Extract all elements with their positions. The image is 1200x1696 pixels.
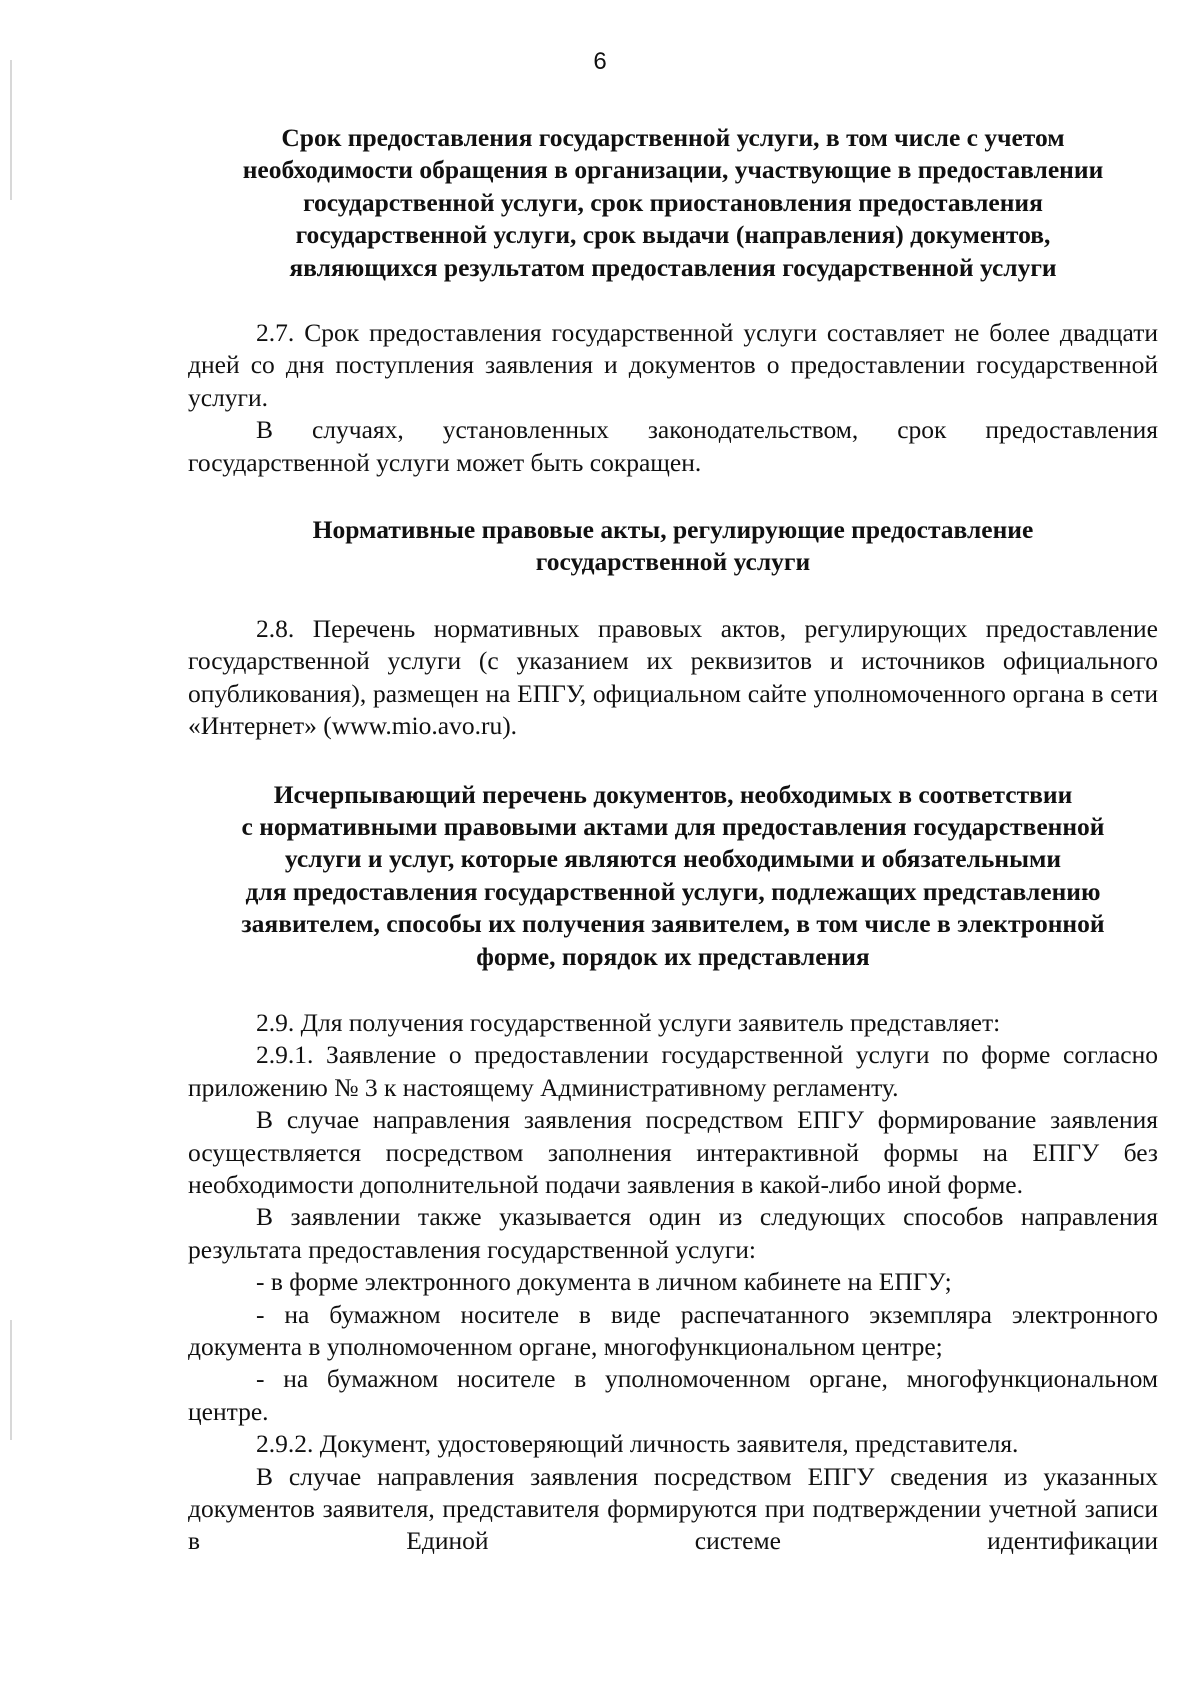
heading-line: являющихся результатом предоставления государственной услуги xyxy=(289,252,1057,282)
heading-line: Нормативные правовые акты, регулирующие предоставление xyxy=(312,515,1034,545)
heading-line: государственной услуги, срок приостановления предоставления xyxy=(303,187,1043,217)
paragraph: 2.7. Срок предоставления государственной услуги составляет не более двадцати дней со дня поступления заявления и документов о предоставлении государственной услуги. xyxy=(188,318,1158,412)
scan-edge-mark xyxy=(10,1320,12,1440)
heading-line: для предоставления государственной услуги, подлежащих представлению xyxy=(245,876,1101,906)
heading-line: услуги и услуг, которые являются необходимыми и обязательными xyxy=(284,844,1062,874)
heading-line: форме, порядок их представления xyxy=(476,941,870,971)
scan-edge-mark xyxy=(10,60,12,200)
heading-line: государственной услуги xyxy=(535,547,811,577)
heading-line: Срок предоставления государственной услуги, в том числе с учетом xyxy=(281,123,1065,152)
section-heading xyxy=(188,122,1158,284)
list-item: - на бумажном носителе в уполномоченном органе, многофункциональном центре. xyxy=(188,1364,1158,1426)
list-item: - в форме электронного документа в личном кабинете на ЕПГУ; xyxy=(256,1267,952,1297)
paragraph: 2.9.1. Заявление о предоставлении государственной услуги по форме согласно приложению № 3 к настоящему Административному регламенту. xyxy=(188,1040,1158,1102)
paragraph: В случае направления заявления посредством ЕПГУ сведения из указанных документов заявителя, представителя формируются при подтверждении учетной записи в Единой системе идентификации xyxy=(188,1461,1158,1556)
heading-line: заявителем, способы их получения заявителем, в том числе в электронной xyxy=(241,909,1105,939)
heading-line: с нормативными правовыми актами для предоставления государственной xyxy=(241,811,1105,841)
paragraph: В случае направления заявления посредством ЕПГУ формирование заявления осуществляется посредством заполнения интерактивной формы на ЕПГУ без необходимости дополнительной подачи заявления в какой-либо иной форме. xyxy=(188,1105,1158,1199)
paragraph: 2.8. Перечень нормативных правовых актов, регулирующих предоставление государственной услуги (с указанием их реквизитов и источников официального опубликования), размещен на ЕПГУ, официальном сайте уполномоченного органа в сети «Интернет» (www.mio.avo.ru). xyxy=(188,613,1158,741)
section-heading xyxy=(188,514,1158,579)
paragraph: В заявлении также указывается один из следующих способов направления результата предоставления государственной услуги: xyxy=(188,1202,1158,1264)
section-heading xyxy=(188,779,1158,973)
heading-line: необходимости обращения в организации, участвующие в предоставлении xyxy=(242,155,1104,185)
paragraph: 2.9. Для получения государственной услуги заявитель представляет: xyxy=(256,1007,1001,1037)
paragraph: В случаях, установленных законодательством, срок предоставления государственной услуги может быть сокращен. xyxy=(188,415,1158,477)
heading-line: Исчерпывающий перечень документов, необходимых в соответствии xyxy=(273,779,1073,809)
page-number: 6 xyxy=(593,48,607,75)
document-body xyxy=(188,122,1158,1558)
list-item: - на бумажном носителе в виде распечатанного экземпляра электронного документа в уполномоченном органе, многофункциональном центре; xyxy=(188,1299,1158,1361)
paragraph: 2.9.2. Документ, удостоверяющий личность заявителя, представителя. xyxy=(256,1429,1019,1459)
heading-line: государственной услуги, срок выдачи (направления) документов, xyxy=(295,220,1051,250)
